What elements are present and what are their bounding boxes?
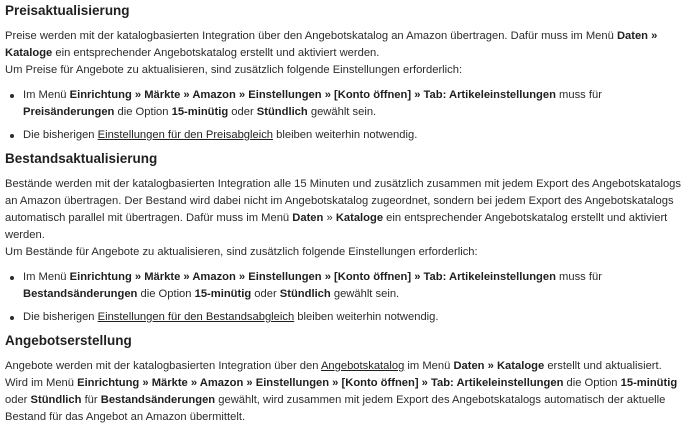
text: für bbox=[81, 394, 101, 406]
text: bleiben weiterhin notwendig. bbox=[273, 129, 418, 141]
menu-path: Einrichtung » Märkte » Amazon » Einstellungen » [Konto öffnen] » Tab: Artikeleinstellungen bbox=[69, 271, 556, 283]
text: ein entsprechender Angebotskatalog erstellt und aktiviert werden. bbox=[52, 47, 380, 59]
text: die Option bbox=[563, 377, 621, 389]
option-value: 15-minütig bbox=[171, 106, 229, 118]
text: die Option bbox=[137, 288, 195, 300]
text: » bbox=[323, 212, 336, 224]
bullet-list bbox=[5, 87, 686, 144]
text: oder bbox=[251, 288, 280, 300]
text: oder bbox=[5, 394, 31, 406]
section-title: Angebotserstellung bbox=[5, 333, 132, 348]
section-preisaktualisierung bbox=[5, 2, 686, 144]
paragraph bbox=[5, 28, 686, 62]
text: muss für bbox=[555, 271, 602, 283]
text: Die bisherigen bbox=[23, 311, 98, 323]
angebotskatalog-link[interactable]: Angebotskatalog bbox=[320, 360, 405, 372]
text: oder bbox=[228, 106, 257, 118]
text: Im Menü bbox=[23, 89, 70, 101]
list-item bbox=[23, 127, 686, 144]
text: Im Menü bbox=[23, 271, 70, 283]
menu-path: Daten » Kataloge bbox=[453, 360, 545, 372]
preisabgleich-link[interactable]: Einstellungen für den Preisabgleich bbox=[97, 129, 274, 141]
text: gewählt, wird zusammen mit jedem Export des Angebotskatalogs automatisch der aktuelle Bestand für das Angebot an Amazon übermittelt. bbox=[5, 394, 666, 423]
paragraph: Um Bestände für Angebote zu aktualisieren, sind zusätzlich folgende Einstellungen erforderlich: bbox=[5, 246, 478, 258]
bestandsabgleich-link[interactable]: Einstellungen für den Bestandsabgleich bbox=[97, 311, 295, 323]
text: bleiben weiterhin notwendig. bbox=[294, 311, 439, 323]
paragraph bbox=[5, 358, 686, 426]
setting-name: Bestandsänderungen bbox=[100, 394, 216, 406]
section-bestandsaktualisierung bbox=[5, 150, 686, 326]
text: gewählt sein. bbox=[307, 106, 377, 118]
text: muss für bbox=[555, 89, 602, 101]
list-item bbox=[23, 309, 686, 326]
option-value: 15-minütig bbox=[620, 377, 678, 389]
option-value: Stündlich bbox=[30, 394, 82, 406]
section-angebotserstellung bbox=[5, 332, 686, 426]
list-item bbox=[23, 269, 686, 303]
section-title: Preisaktualisierung bbox=[5, 3, 130, 18]
text: Preise werden mit der katalogbasierten Integration über den Angebotskatalog an Amazon übertragen. Dafür muss im Menü bbox=[5, 30, 617, 42]
text: gewählt sein. bbox=[330, 288, 400, 300]
text: erstellt und aktualisiert. Wird im Menü bbox=[5, 360, 662, 389]
text: Bestände werden mit der katalogbasierten Integration alle 15 Minuten und zusätzlich zusammen mit jedem Export des Angebotskatalogs an Amazon übertragen. Der Bestand wird dabei nicht im Angebotskatalog zugeordnet, sondern bei jedem Export des Angebotskatalogs automatisch parallel mit übertragen. Dafür muss im Menü bbox=[5, 178, 681, 224]
option-value: Stündlich bbox=[279, 288, 331, 300]
text: Die bisherigen bbox=[23, 129, 98, 141]
paragraph: Um Preise für Angebote zu aktualisieren, sind zusätzlich folgende Einstellungen erforderlich: bbox=[5, 64, 463, 76]
text: die Option bbox=[114, 106, 172, 118]
section-title: Bestandsaktualisierung bbox=[5, 151, 158, 166]
menu-path: Daten » Kataloge bbox=[5, 30, 658, 59]
menu-path: Daten bbox=[292, 212, 324, 224]
setting-name: Preisänderungen bbox=[23, 106, 115, 118]
setting-name: Bestandsänderungen bbox=[23, 288, 138, 300]
menu-path: Einrichtung » Märkte » Amazon » Einstellungen » [Konto öffnen] » Tab: Artikeleinstellungen bbox=[77, 377, 564, 389]
option-value: 15-minütig bbox=[194, 288, 252, 300]
text: Angebote werden mit der katalogbasierten Integration über den bbox=[5, 360, 321, 372]
list-item bbox=[23, 87, 686, 121]
text: im Menü bbox=[404, 360, 454, 372]
menu-path: Einrichtung » Märkte » Amazon » Einstellungen » [Konto öffnen] » Tab: Artikeleinstellungen bbox=[69, 89, 556, 101]
bullet-list bbox=[5, 269, 686, 326]
option-value: Stündlich bbox=[256, 106, 308, 118]
text: ein entsprechender Angebotskatalog erstellt und aktiviert werden. bbox=[5, 212, 668, 241]
menu-path: Kataloge bbox=[335, 212, 384, 224]
paragraph bbox=[5, 176, 686, 244]
